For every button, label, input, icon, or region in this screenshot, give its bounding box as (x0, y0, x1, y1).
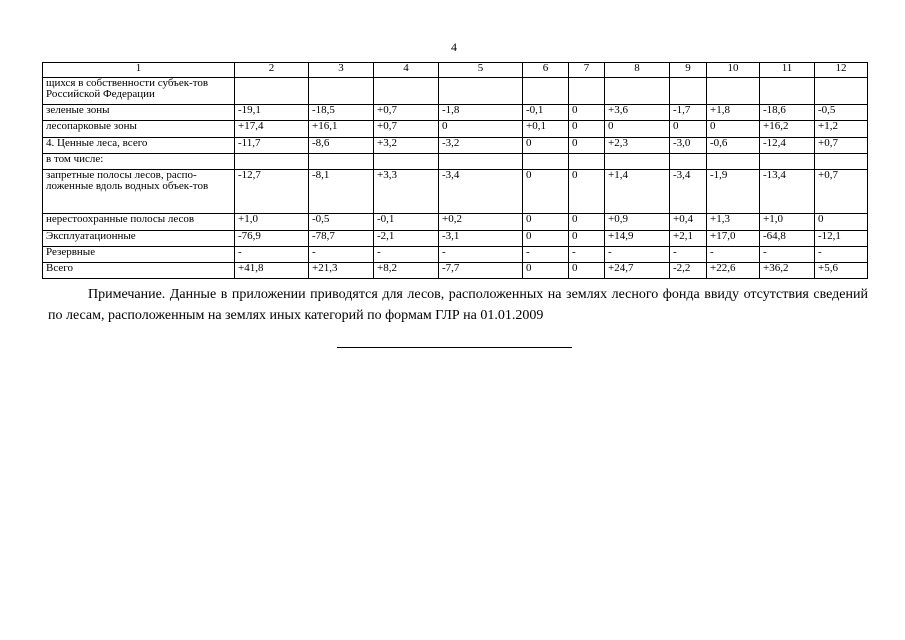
table-cell: 0 (605, 121, 670, 138)
table-cell (309, 78, 374, 105)
row-label: зеленые зоны (43, 105, 235, 121)
table-cell: +1,2 (815, 121, 868, 138)
table-cell: -11,7 (235, 138, 309, 154)
table-cell: 0 (523, 214, 569, 231)
table-cell: 0 (523, 170, 569, 214)
table-cell: - (569, 247, 605, 263)
table-cell: - (605, 247, 670, 263)
table-cell (670, 154, 707, 170)
table-cell: -3,4 (439, 170, 523, 214)
table-cell: -78,7 (309, 231, 374, 247)
table-cell: -0,5 (815, 105, 868, 121)
table-cell: +41,8 (235, 263, 309, 279)
table-cell: +0,7 (374, 121, 439, 138)
table-cell: +0,2 (439, 214, 523, 231)
table-cell: -1,9 (707, 170, 760, 214)
table-row (43, 78, 868, 105)
table-cell: - (235, 247, 309, 263)
table-cell: +22,6 (707, 263, 760, 279)
table-cell: +1,3 (707, 214, 760, 231)
table-cell: 0 (439, 121, 523, 138)
table-row (43, 170, 868, 214)
table-cell: -0,5 (309, 214, 374, 231)
table-cell: +14,9 (605, 231, 670, 247)
table-cell (309, 154, 374, 170)
header-cell: 10 (707, 63, 760, 78)
header-row (43, 63, 868, 78)
table-cell: -0,1 (374, 214, 439, 231)
table-cell: 0 (707, 121, 760, 138)
table-cell: - (760, 247, 815, 263)
row-label: нерестоохранные полосы лесов (43, 214, 235, 231)
table-cell: 0 (569, 121, 605, 138)
table-cell: -0,6 (707, 138, 760, 154)
table-cell: - (309, 247, 374, 263)
table-cell (235, 154, 309, 170)
table-cell: +0,4 (670, 214, 707, 231)
row-label: в том числе: (43, 154, 235, 170)
table-cell: -3,0 (670, 138, 707, 154)
row-label: Резервные (43, 247, 235, 263)
table-cell (569, 154, 605, 170)
table-cell: - (523, 247, 569, 263)
table-cell (815, 154, 868, 170)
table-cell: +36,2 (760, 263, 815, 279)
table-cell: +1,0 (235, 214, 309, 231)
table-cell: -18,6 (760, 105, 815, 121)
table-cell: -12,7 (235, 170, 309, 214)
table-cell (605, 154, 670, 170)
table-cell: -1,8 (439, 105, 523, 121)
table-row (43, 138, 868, 154)
table-cell (670, 78, 707, 105)
header-cell: 12 (815, 63, 868, 78)
table-cell: 0 (569, 105, 605, 121)
table-cell: 0 (569, 214, 605, 231)
table-cell: 0 (670, 121, 707, 138)
table-cell (235, 78, 309, 105)
table-cell: +8,2 (374, 263, 439, 279)
table-cell: - (670, 247, 707, 263)
header-cell: 1 (43, 63, 235, 78)
header-cell: 9 (670, 63, 707, 78)
table-cell: 0 (569, 231, 605, 247)
header-cell: 2 (235, 63, 309, 78)
table-cell: +1,4 (605, 170, 670, 214)
table-cell (439, 154, 523, 170)
table-cell: - (439, 247, 523, 263)
table-cell: 0 (523, 263, 569, 279)
table-cell: +16,1 (309, 121, 374, 138)
table-cell: -12,4 (760, 138, 815, 154)
row-label: запретные полосы лесов, распо-ложенные вдоль водных объек-тов (43, 170, 235, 214)
table-cell (374, 154, 439, 170)
row-label: 4. Ценные леса, всего (43, 138, 235, 154)
table-cell: -64,8 (760, 231, 815, 247)
table-cell: +3,2 (374, 138, 439, 154)
header-cell: 5 (439, 63, 523, 78)
table-cell: 0 (815, 214, 868, 231)
table-cell: -2,1 (374, 231, 439, 247)
table-cell: -3,4 (670, 170, 707, 214)
row-label: Эксплуатационные (43, 231, 235, 247)
table-cell (374, 78, 439, 105)
table-cell: -76,9 (235, 231, 309, 247)
table-cell: +0,7 (374, 105, 439, 121)
table-cell: +1,0 (760, 214, 815, 231)
table-cell: 0 (569, 263, 605, 279)
table-cell: +0,7 (815, 170, 868, 214)
footnote: Примечание. Данные в приложении приводятся для лесов, расположенных на землях лесного фонда ввиду отсутствия сведений по лесам, расположенным на землях иных категорий по формам ГЛР на 01.01.2009 (48, 287, 868, 323)
table-cell: +16,2 (760, 121, 815, 138)
header-cell: 11 (760, 63, 815, 78)
row-label: лесопарковые зоны (43, 121, 235, 138)
table-cell (760, 154, 815, 170)
header-cell: 3 (309, 63, 374, 78)
table-cell: +17,0 (707, 231, 760, 247)
header-cell: 8 (605, 63, 670, 78)
table-row (43, 263, 868, 279)
table-cell (707, 154, 760, 170)
table-cell: -18,5 (309, 105, 374, 121)
table-cell: +21,3 (309, 263, 374, 279)
table-row (43, 105, 868, 121)
table-cell: -19,1 (235, 105, 309, 121)
table-row (43, 231, 868, 247)
row-label: щихся в собственности субъек-тов Российской Федерации (43, 78, 235, 105)
table-cell: - (707, 247, 760, 263)
table-cell: +17,4 (235, 121, 309, 138)
table-cell (815, 78, 868, 105)
table-cell: +24,7 (605, 263, 670, 279)
table-cell (569, 78, 605, 105)
table-cell: -1,7 (670, 105, 707, 121)
separator-line (337, 347, 572, 348)
table-cell: 0 (523, 138, 569, 154)
header-cell: 4 (374, 63, 439, 78)
table-cell: -7,7 (439, 263, 523, 279)
table-row (43, 154, 868, 170)
table-cell (523, 78, 569, 105)
table-cell: +2,1 (670, 231, 707, 247)
table-cell: +3,6 (605, 105, 670, 121)
table-cell: -2,2 (670, 263, 707, 279)
table-cell: -8,1 (309, 170, 374, 214)
table-cell: -13,4 (760, 170, 815, 214)
table-cell: - (374, 247, 439, 263)
table-cell: +3,3 (374, 170, 439, 214)
header-cell: 6 (523, 63, 569, 78)
table-cell: -3,1 (439, 231, 523, 247)
table-cell (760, 78, 815, 105)
table-cell: -0,1 (523, 105, 569, 121)
header-cell: 7 (569, 63, 605, 78)
table-cell: +0,9 (605, 214, 670, 231)
table-cell: +0,1 (523, 121, 569, 138)
table-cell: +5,6 (815, 263, 868, 279)
table-cell: +1,8 (707, 105, 760, 121)
table-cell: +2,3 (605, 138, 670, 154)
table-cell (605, 78, 670, 105)
table-cell (707, 78, 760, 105)
table-cell: 0 (569, 170, 605, 214)
table-row (43, 214, 868, 231)
table-cell: +0,7 (815, 138, 868, 154)
data-table (42, 62, 868, 279)
table-cell: -3,2 (439, 138, 523, 154)
table-cell: -12,1 (815, 231, 868, 247)
table-cell: -8,6 (309, 138, 374, 154)
table-cell (523, 154, 569, 170)
page-number: 4 (451, 40, 457, 54)
table-cell: - (815, 247, 868, 263)
table-cell: 0 (523, 231, 569, 247)
table-row (43, 121, 868, 138)
table-cell (439, 78, 523, 105)
table-cell: 0 (569, 138, 605, 154)
table-row (43, 247, 868, 263)
row-label: Всего (43, 263, 235, 279)
